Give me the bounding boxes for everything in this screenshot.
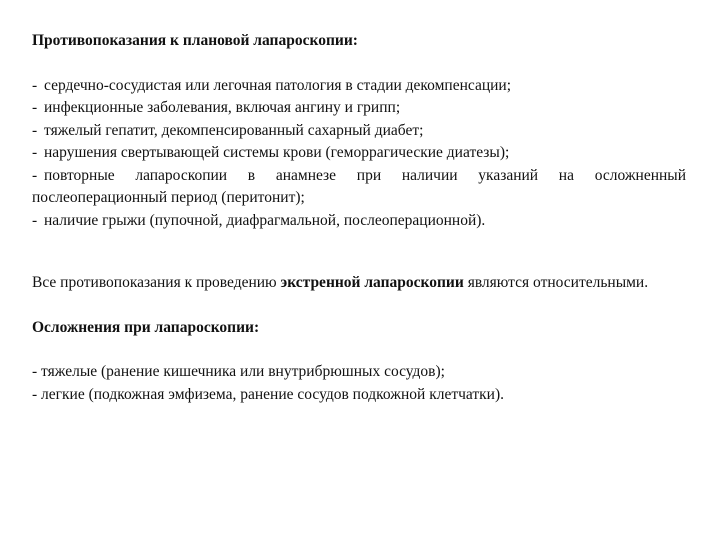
emergency-note-bold-term: экстренной лапароскопии bbox=[280, 274, 464, 291]
list-item: - легкие (подкожная эмфизема, ранение сосудов подкожной клетчатки). bbox=[32, 385, 505, 403]
complications-list bbox=[32, 361, 686, 406]
spacer bbox=[32, 339, 686, 361]
dash-marker: - bbox=[32, 166, 38, 184]
list-item bbox=[32, 97, 686, 120]
emergency-note-paragraph bbox=[32, 272, 686, 295]
list-item bbox=[32, 210, 686, 233]
list-item-text: сердечно-сосудистая или легочная патология в стадии декомпенсации; bbox=[44, 76, 512, 94]
dash-marker: - bbox=[32, 144, 38, 161]
list-item bbox=[32, 120, 686, 143]
emergency-note-text-before: Все противопоказания к проведению bbox=[32, 274, 281, 291]
dash-marker: - bbox=[32, 76, 38, 94]
complications-heading: Осложнения при лапароскопии: bbox=[32, 318, 260, 336]
contraindications-list bbox=[32, 75, 686, 233]
dash-marker: - bbox=[32, 121, 38, 139]
document-page bbox=[32, 30, 686, 406]
spacer bbox=[32, 53, 686, 75]
list-item-text: тяжелый гепатит, декомпенсированный сахарный диабет; bbox=[44, 121, 424, 139]
dash-marker: - bbox=[32, 211, 38, 229]
dash-marker: - bbox=[32, 99, 38, 116]
spacer bbox=[32, 232, 686, 272]
list-item bbox=[32, 165, 686, 210]
list-item bbox=[32, 142, 686, 165]
emergency-note-text-after: являются относительными. bbox=[463, 274, 649, 291]
list-item-text: повторные лапароскопии в анамнезе при наличии указаний на осложненный послеоперационный период (перитонит); bbox=[32, 166, 686, 206]
list-item-text: нарушения свертывающей системы крови (геморрагические диатезы); bbox=[44, 144, 510, 161]
list-item-text: инфекционные заболевания, включая ангину и грипп; bbox=[44, 99, 401, 116]
list-item: - тяжелые (ранение кишечника или внутрибрюшных сосудов); bbox=[32, 363, 445, 380]
list-item-text: наличие грыжи (пупочной, диафрагмальной, послеоперационной). bbox=[44, 211, 486, 229]
spacer bbox=[32, 295, 686, 317]
list-item bbox=[32, 75, 686, 98]
contraindications-heading: Противопоказания к плановой лапароскопии: bbox=[32, 32, 358, 49]
